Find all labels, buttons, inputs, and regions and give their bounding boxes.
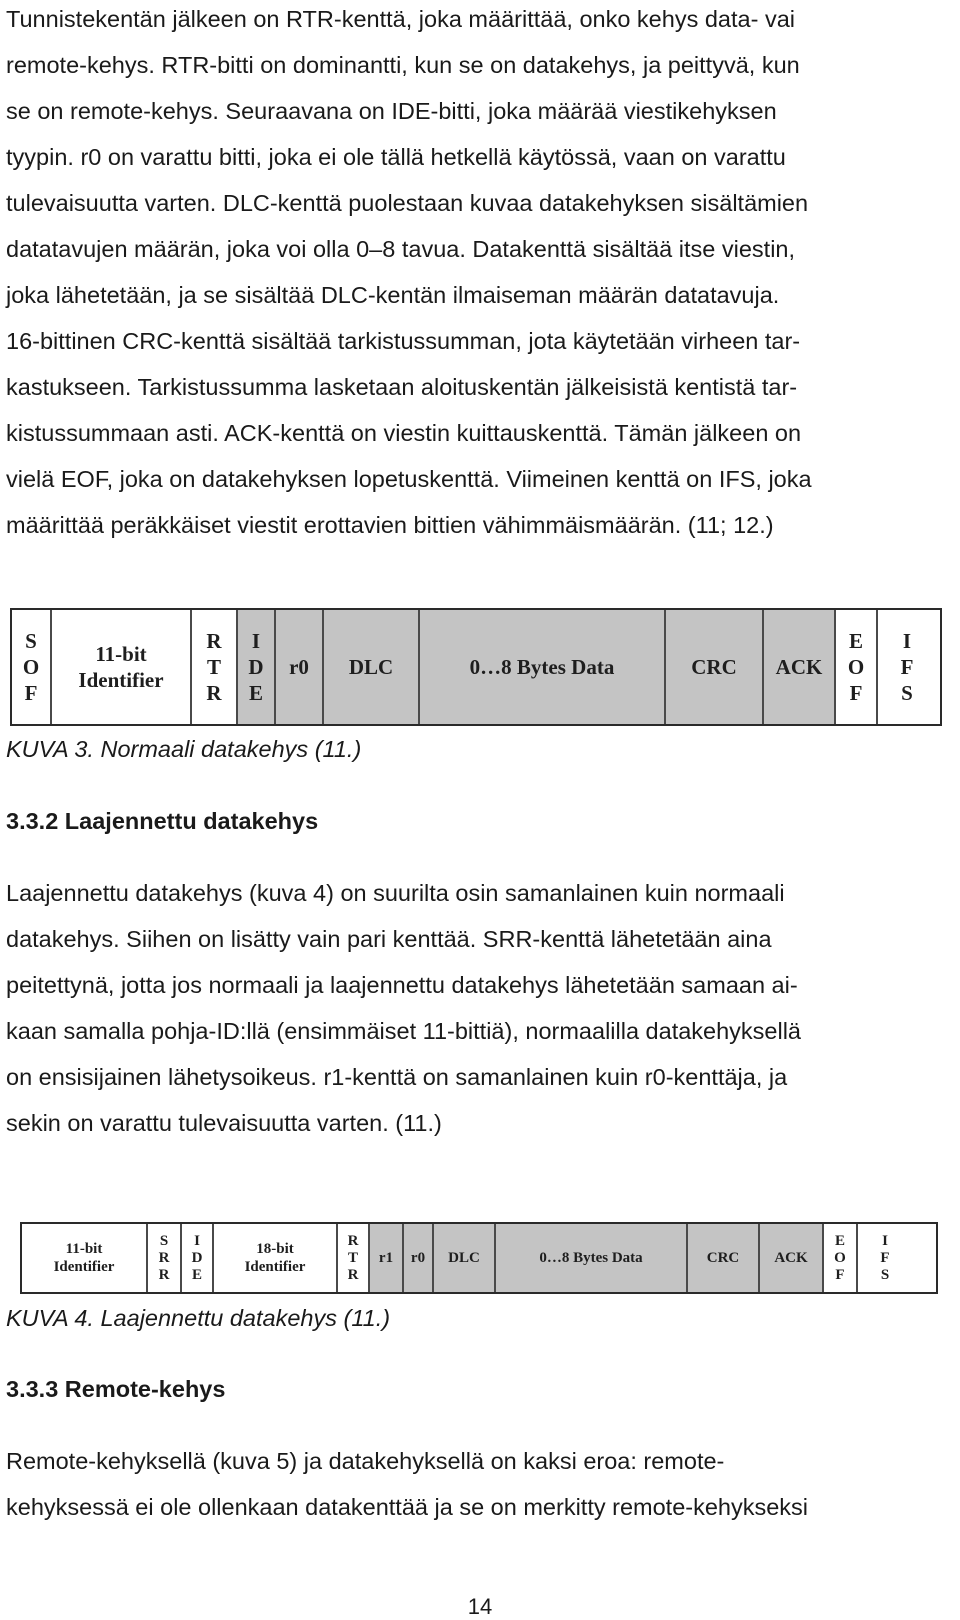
text-line: datatavujen määrän, joka voi olla 0–8 tavua. Datakenttä sisältää itse viestin, [6,236,796,262]
extended-data-frame-diagram [20,1222,938,1294]
text-line: datakehys. Siihen on lisätty vain pari kenttää. SRR-kenttä lähetetään aina [6,926,772,952]
text-line: kehyksessä ei ole ollenkaan datakenttää ja se on merkitty remote-kehykseksi [6,1494,809,1520]
frame-field-identifier: 11-bit Identifier [52,610,192,724]
frame-field-ifs: I F S [880,1232,890,1283]
text-line: remote-kehys. RTR-bitti on dominantti, kun se on datakehys, ja peittyvä, kun [6,52,800,78]
frame-field-eof: E O F [836,610,878,724]
text-line: vielä EOF, joka on datakehyksen lopetuskenttä. Viimeinen kenttä on IFS, joka [6,466,812,492]
text-line: määrittää peräkkäiset viestit erottavien bittien vähimmäismäärän. (11; 12.) [6,512,774,538]
text-line: kaan samalla pohja-ID:llä (ensimmäiset 11-bittiä), normaalilla datakehyksellä [6,1018,802,1044]
frame-field-srr: S R R [148,1224,182,1292]
text-line: tulevaisuutta varten. DLC-kenttä puolestaan kuvaa datakehyksen sisältämien [6,190,809,216]
text-line: 16-bittinen CRC-kenttä sisältää tarkistussumman, jota käytetään virheen tar- [6,328,801,354]
paragraph-remote-frame [6,1438,946,1530]
frame-field-identifier: 11-bit Identifier [22,1224,148,1292]
text-line: Tunnistekentän jälkeen on RTR-kenttä, joka määrittää, onko kehys data- vai [6,6,795,32]
frame-field-data: 0…8 Bytes Data [496,1224,688,1292]
frame-field-ide: I D E [238,610,276,724]
text-line: Laajennettu datakehys (kuva 4) on suurilta osin samanlainen kuin normaali [6,880,785,906]
text-line: tyypin. r0 on varattu bitti, joka ei ole tällä hetkellä käytössä, vaan on varattu [6,144,786,170]
frame-field-rtr: R T R [338,1224,370,1292]
frame-field-eof: E O F [824,1224,858,1292]
text-line: sekin on varattu tulevaisuutta varten. (11.) [6,1110,442,1136]
paragraph-extended-frame [6,870,946,1146]
frame-field-crc: CRC [688,1224,760,1292]
text-line: kistussummaan asti. ACK-kenttä on viestin kuittauskenttä. Tämän jälkeen on [6,420,802,446]
text-line: Remote-kehyksellä (kuva 5) ja datakehyksellä on kaksi eroa: remote- [6,1448,725,1474]
text-line: peitettynä, jotta jos normaali ja laajennettu datakehys lähetetään samaan ai- [6,972,798,998]
text-line: joka lähetetään, ja se sisältää DLC-kentän ilmaiseman määrän datatavuja. [6,282,780,308]
frame-field-crc: CRC [666,610,764,724]
frame-field-sof: S O F [12,610,52,724]
frame-field-r1: r1 [370,1224,404,1292]
frame-field-ifs: I F S [900,629,914,705]
frame-field-data: 0…8 Bytes Data [420,610,666,724]
frame-field-ack: ACK [760,1224,824,1292]
frame-field-dlc: DLC [434,1224,496,1292]
frame-field-r0: r0 [404,1224,434,1292]
frame-field-dlc: DLC [324,610,420,724]
text-line: se on remote-kehys. Seuraavana on IDE-bitti, joka määrää viestikehyksen [6,98,777,124]
frame-field-rtr: R T R [192,610,238,724]
figure-caption: KUVA 3. Normaali datakehys (11.) [6,736,362,762]
frame-field-ide: I D E [182,1224,214,1292]
figure-caption: KUVA 4. Laajennettu datakehys (11.) [6,1305,391,1331]
paragraph-frame-fields [6,0,946,548]
frame-field-extended-identifier: 18-bit Identifier [214,1224,338,1292]
section-heading: 3.3.3 Remote-kehys [6,1376,226,1402]
text-line: kastukseen. Tarkistussumma lasketaan aloituskentän jälkeisistä kentistä tar- [6,374,798,400]
normal-data-frame-diagram [10,608,942,726]
frame-field-r0: r0 [276,610,324,724]
page-number: 14 [467,1594,493,1619]
section-heading: 3.3.2 Laajennettu datakehys [6,808,319,834]
frame-field-ack: ACK [764,610,836,724]
text-line: on ensisijainen lähetysoikeus. r1-kenttä on samanlainen kuin r0-kenttäja, ja [6,1064,788,1090]
